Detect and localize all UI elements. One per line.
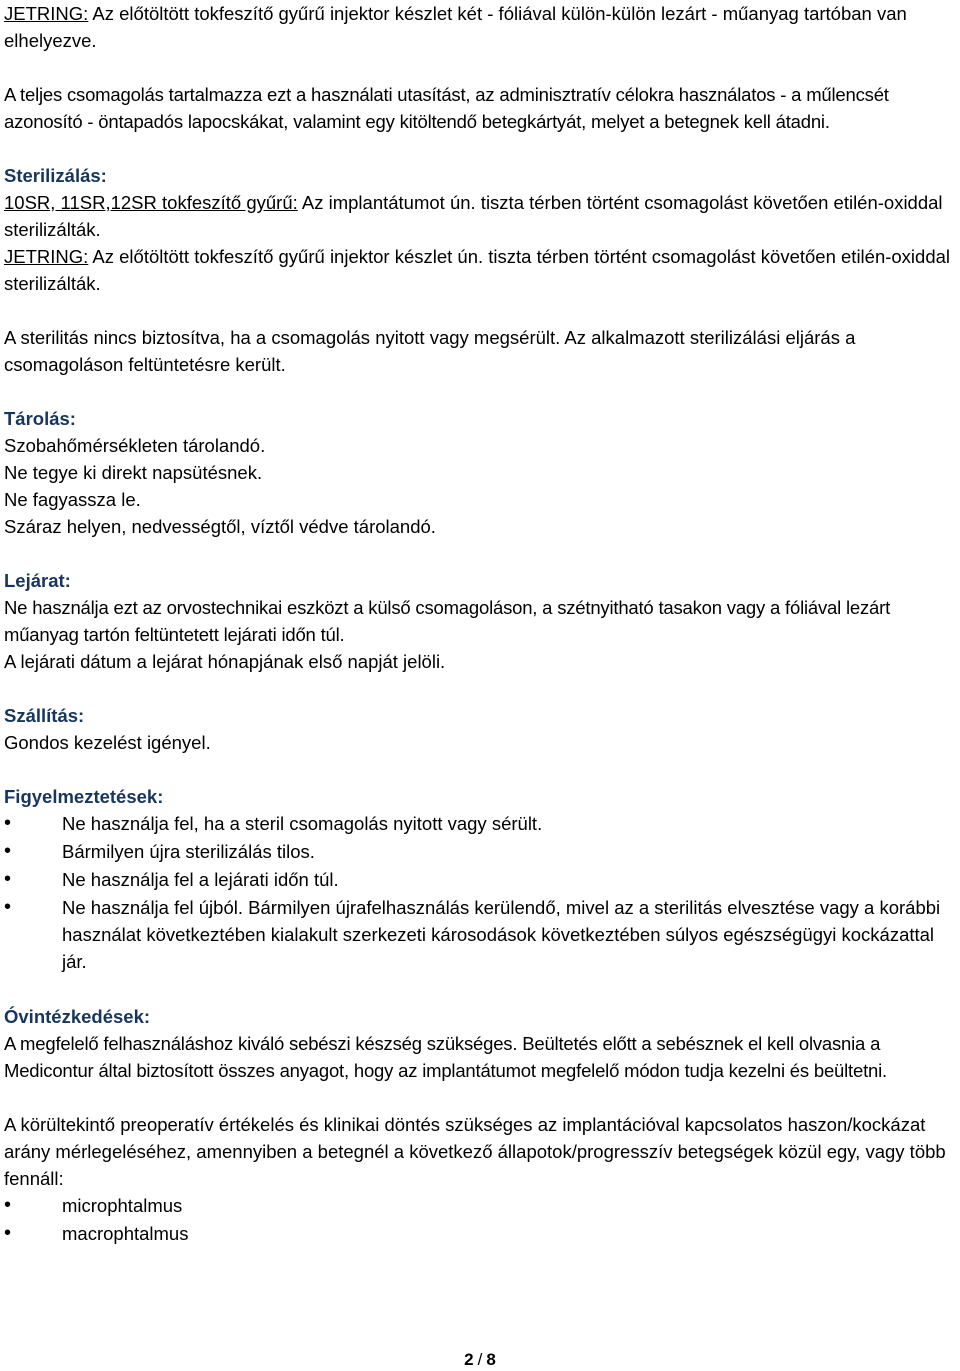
ring-sterilization-text: Az implantátumot ún. tiszta térben történt csomagolást követően etilén-oxiddal sterilizálták.: [4, 192, 943, 240]
bullet-icon: •: [4, 812, 12, 834]
spacer: [4, 135, 958, 162]
bullet-icon: •: [4, 896, 12, 918]
page-total: 8: [486, 1350, 496, 1369]
spacer: [4, 378, 958, 405]
full-package-paragraph: A teljes csomagolás tartalmazza ezt a használati utasítást, az adminisztratív célokra használatos - a műlencsét azonosító - öntapadós lapocskákat, valamint egy kitöltendő betegkártyát, melyet a betegnek kell átadni.: [4, 84, 889, 132]
spacer: [4, 54, 958, 81]
condition-text: microphtalmus: [62, 1195, 183, 1216]
page-separator: /: [477, 1350, 483, 1369]
bullet-icon: •: [4, 868, 12, 890]
document-page: [4, 0, 958, 1248]
warning-text: Ne használja fel újból. Bármilyen újrafelhasználás kerülendő, mivel az a sterilitás elvesztése vagy a korábbi használat következtében kialakult szerkezeti károsodások következtében súlyos egészségügyi kockázattal jár.: [62, 897, 941, 972]
ring-sterilization-paragraph: [4, 189, 958, 243]
spacer: [4, 976, 958, 1003]
list-item: [4, 894, 958, 975]
storage-heading: Tárolás:: [4, 408, 76, 429]
warnings-list: [4, 810, 958, 975]
warning-text: Ne használja fel a lejárati időn túl.: [62, 869, 339, 890]
spacer: [4, 675, 958, 702]
warnings-heading: Figyelmeztetések:: [4, 786, 164, 807]
spacer: [4, 1084, 958, 1111]
condition-text: macrophtalmus: [62, 1223, 189, 1244]
sterility-note: A sterilitás nincs biztosítva, ha a csomagolás nyitott vagy megsérült. Az alkalmazott sterilizálási eljárás a csomagoláson feltüntetésre került.: [4, 327, 856, 375]
conditions-list: [4, 1192, 958, 1247]
list-item: [4, 838, 958, 865]
expiry-paragraph: Ne használja ezt az orvostechnikai eszközt a külső csomagoláson, a szétnyitható tasakon vagy a fóliával lezárt műanyag tartón feltüntetett lejárati időn túl.: [4, 597, 891, 645]
list-item: [4, 866, 958, 893]
storage-line: Száraz helyen, nedvességtől, víztől védve tárolandó.: [4, 516, 436, 537]
spacer: [4, 297, 958, 324]
storage-line: Ne fagyassza le.: [4, 489, 141, 510]
ring-label: 10SR, 11SR,12SR tokfeszítő gyűrű:: [4, 192, 298, 213]
list-item: [4, 810, 958, 837]
shipping-heading: Szállítás:: [4, 705, 85, 726]
list-item: [4, 1192, 958, 1219]
expiry-heading: Lejárat:: [4, 570, 71, 591]
bullet-icon: •: [4, 1222, 12, 1244]
jetring-sterilization-paragraph: [4, 243, 958, 297]
page-current: 2: [464, 1350, 474, 1369]
storage-line: Ne tegye ki direkt napsütésnek.: [4, 462, 263, 483]
jetring-packaging-paragraph: [4, 0, 958, 54]
storage-line: Szobahőmérsékleten tárolandó.: [4, 435, 266, 456]
bullet-icon: •: [4, 1194, 12, 1216]
warning-text: Bármilyen újra sterilizálás tilos.: [62, 841, 315, 862]
jetring-sterilization-text: Az előtöltött tokfeszítő gyűrű injektor készlet ún. tiszta térben történt csomagolást követően etilén-oxiddal sterilizálták.: [4, 246, 951, 294]
spacer: [4, 756, 958, 783]
risk-assessment-paragraph: A körültekintő preoperatív értékelés és klinikai döntés szükséges az implantációval kapcsolatos haszon/kockázat arány mérlegeléséhez, amennyiben a betegnél a következő állapotok/progresszív betegségek közül egy, vagy több fennáll:: [4, 1114, 946, 1189]
shipping-text: Gondos kezelést igényel.: [4, 732, 211, 753]
warning-text: Ne használja fel, ha a steril csomagolás nyitott vagy sérült.: [62, 813, 543, 834]
sterilization-heading: Sterilizálás:: [4, 165, 107, 186]
precautions-heading: Óvintézkedések:: [4, 1006, 151, 1027]
list-item: [4, 1220, 958, 1247]
page-number: [0, 1349, 960, 1371]
bullet-icon: •: [4, 840, 12, 862]
spacer: [4, 540, 958, 567]
jetring-packaging-text: Az előtöltött tokfeszítő gyűrű injektor készlet két - fóliával külön-külön lezárt - műanyag tartóban van elhelyezve.: [4, 3, 907, 51]
jetring-label: JETRING:: [4, 246, 89, 267]
precautions-paragraph: A megfelelő felhasználáshoz kiváló sebészi készség szükséges. Beültetés előtt a sebésznek el kell olvasnia a Medicontur által biztosított összes anyagot, hogy az implantátumot megfelelő módon tudja kezelni és beültetni.: [4, 1033, 887, 1081]
jetring-label: JETRING:: [4, 3, 89, 24]
expiry-date-note: A lejárati dátum a lejárat hónapjának első napját jelöli.: [4, 651, 446, 672]
